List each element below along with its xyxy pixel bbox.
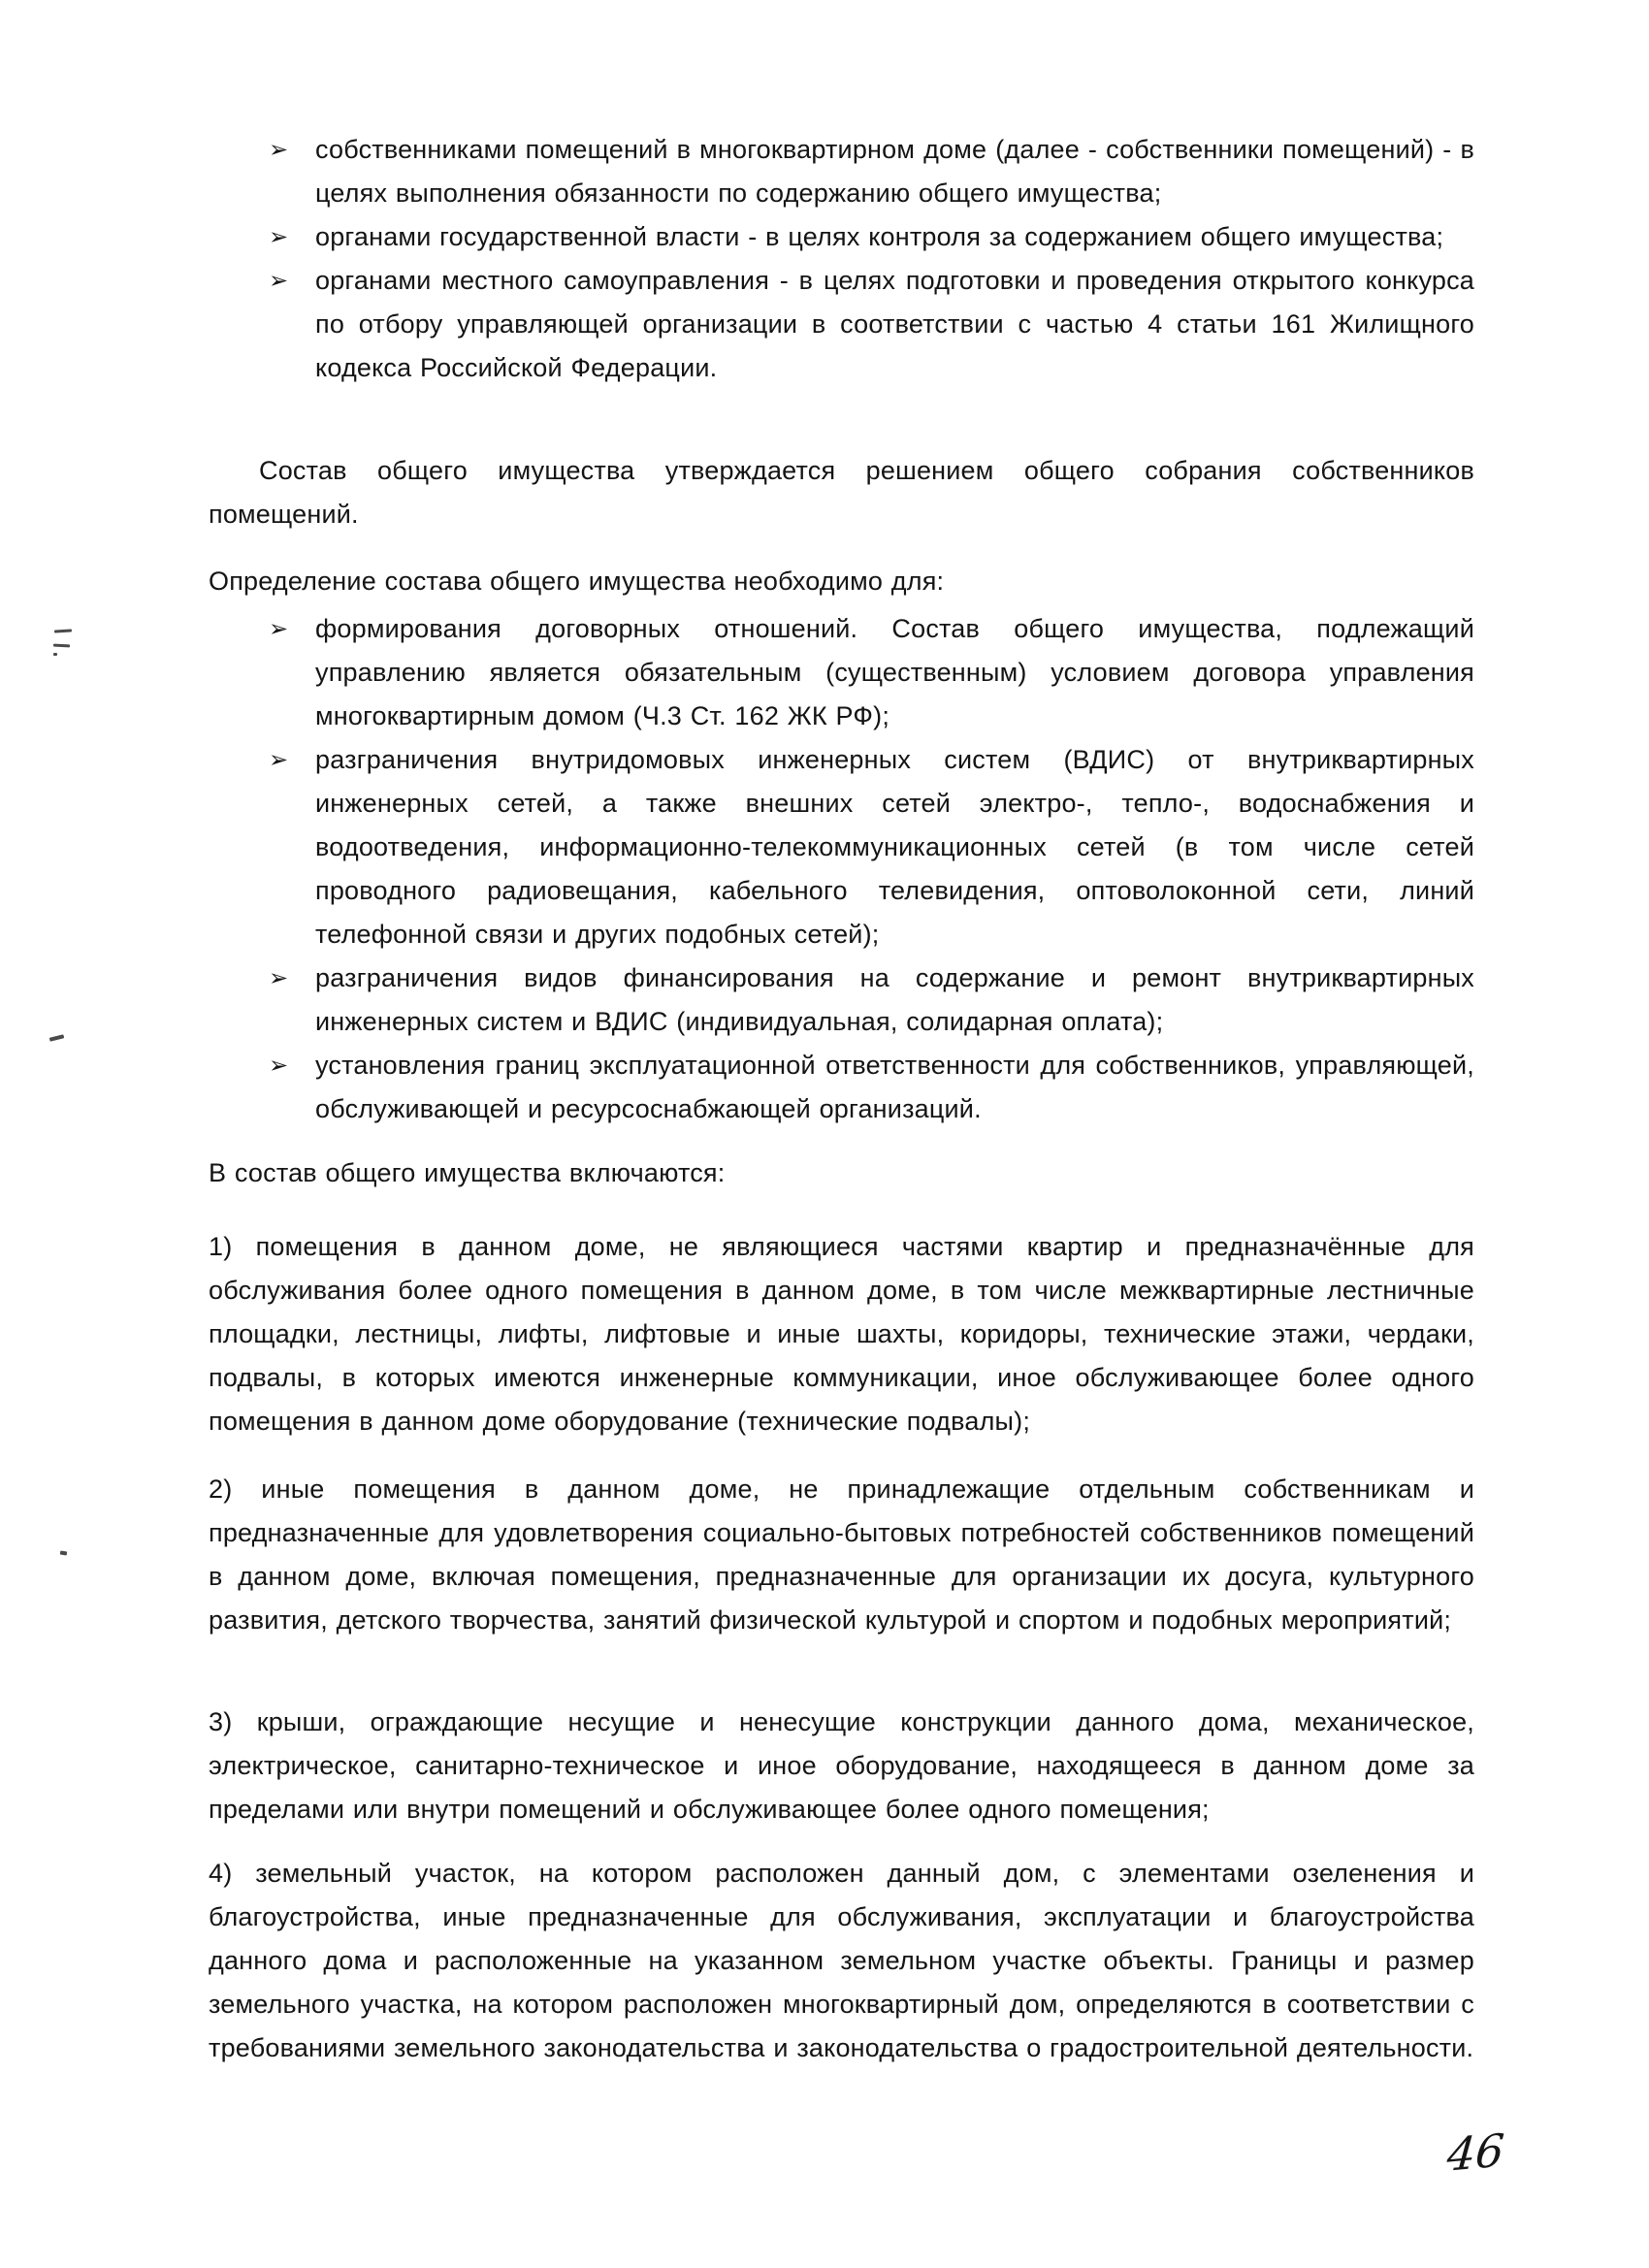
- bullet-item: [209, 607, 1474, 738]
- arrow-bullet-icon: ➢: [269, 267, 289, 294]
- paragraph-definition-heading: Определение состава общего имущества необходимо для:: [209, 567, 945, 596]
- bullet-item: [209, 128, 1474, 215]
- bullet-text: разграничения видов финансирования на содержание и ремонт внутриквартирных инженерных систем и ВДИС (индивидуальная, солидарная оплата);: [315, 963, 1474, 1036]
- bullet-text: разграничения внутридомовых инженерных систем (ВДИС) от внутриквартирных инженерных сетей, а также внешних сетей электро-, тепло-, водоснабжения и водоотведения, информационно-телекоммуникационных сетей (в том числе сетей проводного радиовещания, кабельного телевидения, оптоволоконной сети, линий телефонной связи и других подобных сетей);: [315, 745, 1474, 949]
- intro-bullet-list: [209, 128, 1474, 390]
- scan-artifact: [53, 653, 57, 656]
- bullet-item: [209, 956, 1474, 1044]
- bullet-text: органами местного самоуправления - в целях подготовки и проведения открытого конкурса по отбору управляющей организации в соответствии с частью 4 статьи 161 Жилищного кодекса Российской Федерации.: [315, 266, 1474, 382]
- bullet-item: [209, 738, 1474, 956]
- handwritten-page-number: 46: [1444, 2123, 1506, 2182]
- scan-artifact: [60, 1551, 67, 1556]
- scan-artifact: [49, 1034, 65, 1042]
- scan-artifact: [53, 644, 70, 648]
- bullet-item: [209, 215, 1474, 259]
- paragraph-included-heading: В состав общего имущества включаются:: [209, 1158, 726, 1187]
- numbered-item-2: 2) иные помещения в данном доме, не принадлежащие отдельным собственникам и предназначенные для удовлетворения социально-бытовых потребностей собственников помещений в данном доме, включая помещения, предназначенные для организации их досуга, культурного развития, детского творчества, занятий физической культурой и спортом и подобных мероприятий;: [209, 1474, 1474, 1635]
- paragraph-composition-approval: Состав общего имущества утверждается решением общего собрания собственников помещений.: [209, 456, 1474, 529]
- bullet-text: собственниками помещений в многоквартирном доме (далее - собственники помещений) - в целях выполнения обязанности по содержанию общего имущества;: [315, 135, 1474, 208]
- bullet-text: установления границ эксплуатационной ответственности для собственников, управляющей, обслуживающей и ресурсоснабжающей организаций.: [315, 1051, 1474, 1123]
- numbered-item-4: 4) земельный участок, на котором расположен данный дом, с элементами озеленения и благоустройства, иные предназначенные для обслуживания, эксплуатации и благоустройства данного дома и расположенные на указанном земельном участке объекты. Границы и размер земельного участка, на котором расположен многоквартирный дом, определяются в соответствии с требованиями земельного законодательства и законодательства о градостроительной деятельности.: [209, 1859, 1474, 2062]
- bullet-text: формирования договорных отношений. Состав общего имущества, подлежащий управлению является обязательным (существенным) условием договора управления многоквартирным домом (Ч.3 Ст. 162 ЖК РФ);: [315, 614, 1474, 730]
- bullet-item: [209, 1044, 1474, 1131]
- bullet-item: [209, 259, 1474, 390]
- bullet-text: органами государственной власти - в целях контроля за содержанием общего имущества;: [315, 222, 1444, 251]
- numbered-item-3: 3) крыши, ограждающие несущие и ненесущие конструкции данного дома, механическое, электрическое, санитарно-техническое и иное оборудование, находящееся в данном доме за пределами или внутри помещений и обслуживающее более одного помещения;: [209, 1707, 1474, 1824]
- arrow-bullet-icon: ➢: [269, 746, 289, 773]
- arrow-bullet-icon: ➢: [269, 615, 289, 642]
- arrow-bullet-icon: ➢: [269, 1052, 289, 1079]
- numbered-item-1: 1) помещения в данном доме, не являющиеся частями квартир и предназначённые для обслуживания более одного помещения в данном доме, в том числе межквартирные лестничные площадки, лестницы, лифты, лифтовые и иные шахты, коридоры, технические этажи, чердаки, подвалы, в которых имеются инженерные коммуникации, иное обслуживающее более одного помещения в данном доме оборудование (технические подвалы);: [209, 1232, 1474, 1436]
- purpose-bullet-list: [209, 607, 1474, 1131]
- scan-artifact: [54, 629, 72, 632]
- arrow-bullet-icon: ➢: [269, 964, 289, 991]
- arrow-bullet-icon: ➢: [269, 136, 289, 163]
- arrow-bullet-icon: ➢: [269, 223, 289, 250]
